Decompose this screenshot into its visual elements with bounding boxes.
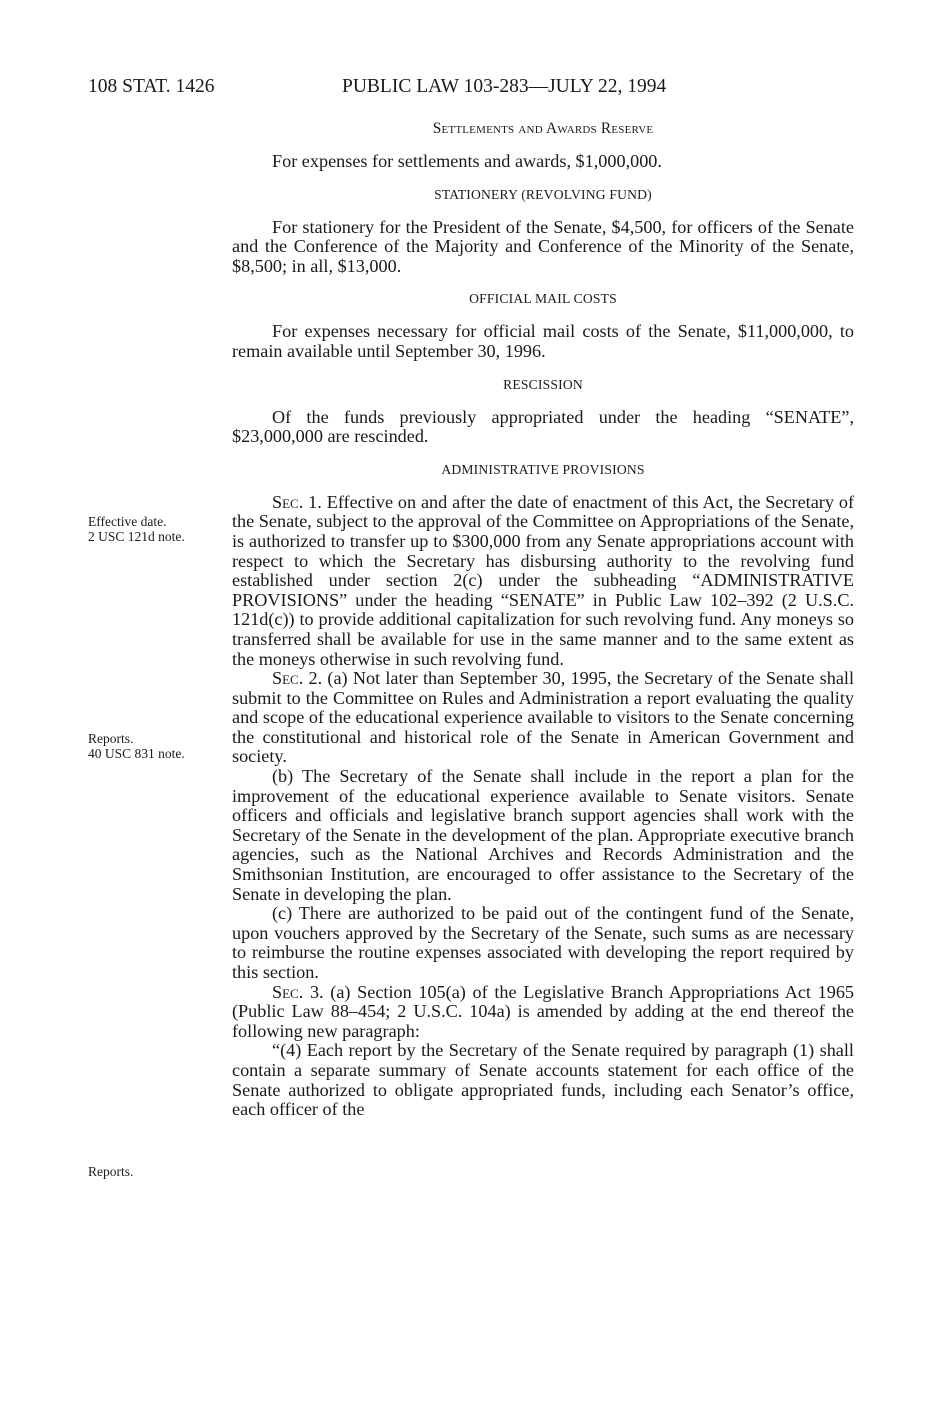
main-text-column [232,120,854,1120]
margin-note-line: Reports. [88,1164,134,1179]
margin-note-line: 2 USC 121d note. [88,529,185,544]
section-label: Sec. 1. [272,491,322,512]
provision-quoted-paragraph: “(4) Each report by the Secretary of the Senate required by paragraph (1) shall contain a separate summary of Senate accounts statement for each office of the Senate authorized to obligate appropriated funds, including each Senator’s office, each officer of the [232,1040,854,1120]
provision-sec-2a [232,669,854,767]
margin-note-line: 40 USC 831 note. [88,746,185,761]
provision-text: (a) Not later than September 30, 1995, the Secretary of the Senate shall submit to the Committee on Rules and Administration a report evaluating the quality and scope of the educational experience available to visitors to the Senate concerning the constitutional and historical role of the Senate in American Government and society. [232,668,854,767]
statute-page-number: 108 STAT. 1426 [88,76,215,97]
section-paragraph: For expenses necessary for official mail costs of the Senate, $11,000,000, to remain available until September 30, 1996. [232,321,854,361]
section-heading: RESCISSION [503,376,583,392]
running-title: PUBLIC LAW 103-283—JULY 22, 1994 [342,76,667,97]
page-header [88,76,868,102]
margin-note-reports [88,731,228,761]
section-heading: STATIONERY (REVOLVING FUND) [434,186,652,202]
provision-text: Effective on and after the date of enactment of this Act, the Secretary of the Senate, subject to the approval of the Committee on Appropriations of the Senate, is authorized to transfer up to $300,000 from any Senate appropriations account with respect to which the Secretary has disbursing authority to the revolving fund established under section 2(c) under the subheading “ADMINISTRATIVE PROVISIONS” under the heading “SENATE” in Public Law 102–392 (2 U.S.C. 121d(c)) to provide additional capitalization for such revolving fund. Any moneys so transferred shall be available for use in the same manner and to the same extent as the moneys otherwise in such revolving fund. [232,491,854,669]
provision-sec-2c: (c) There are authorized to be paid out of the contingent fund of the Senate, upon vouchers approved by the Secretary of the Senate, such sums as are necessary to reimburse the routine expenses associated with developing the report required by this section. [232,903,854,982]
provision-sec-3 [232,983,854,1042]
section-heading: ADMINISTRATIVE PROVISIONS [441,461,645,477]
section-paragraph: Of the funds previously appropriated under the heading “SENATE”, $23,000,000 are rescinded. [232,406,854,447]
section-paragraph: For stationery for the President of the Senate, $4,500, for officers of the Senate and the Conference of the Majority and Conference of the Minority of the Senate, $8,500; in all, $13,000. [232,216,854,276]
section-label: Sec. 3. [272,981,324,1002]
margin-note-line: Reports. [88,731,134,746]
provision-sec-2b: (b) The Secretary of the Senate shall include in the report a plan for the improvement of the educational experience available to Senate visitors. Senate officers and officials and legislative branch support agencies shall work with the Secretary of the Senate in the development of the plan. Appropriate executive branch agencies, such as the National Archives and Records Administration and the Smithsonian Institution, are encouraged to offer assistance to the Secretary of the Senate in developing the plan. [232,766,854,904]
section-heading: OFFICIAL MAIL COSTS [469,291,617,307]
section-label: Sec. 2. [272,668,323,689]
margin-note-line: Effective date. [88,514,167,529]
provision-sec-1 [232,493,854,669]
margin-note-effective-date [88,514,228,544]
provision-text: (a) Section 105(a) of the Legislative Branch Appropriations Act 1965 (Public Law 88–454; 2 U.S.C. 104a) is amended by adding at the end thereof the following new paragraph: [232,981,855,1041]
margin-note-reports [88,1164,228,1179]
section-heading: Settlements and Awards Reserve [432,120,654,137]
section-paragraph: For expenses for settlements and awards, $1,000,000. [272,151,662,171]
